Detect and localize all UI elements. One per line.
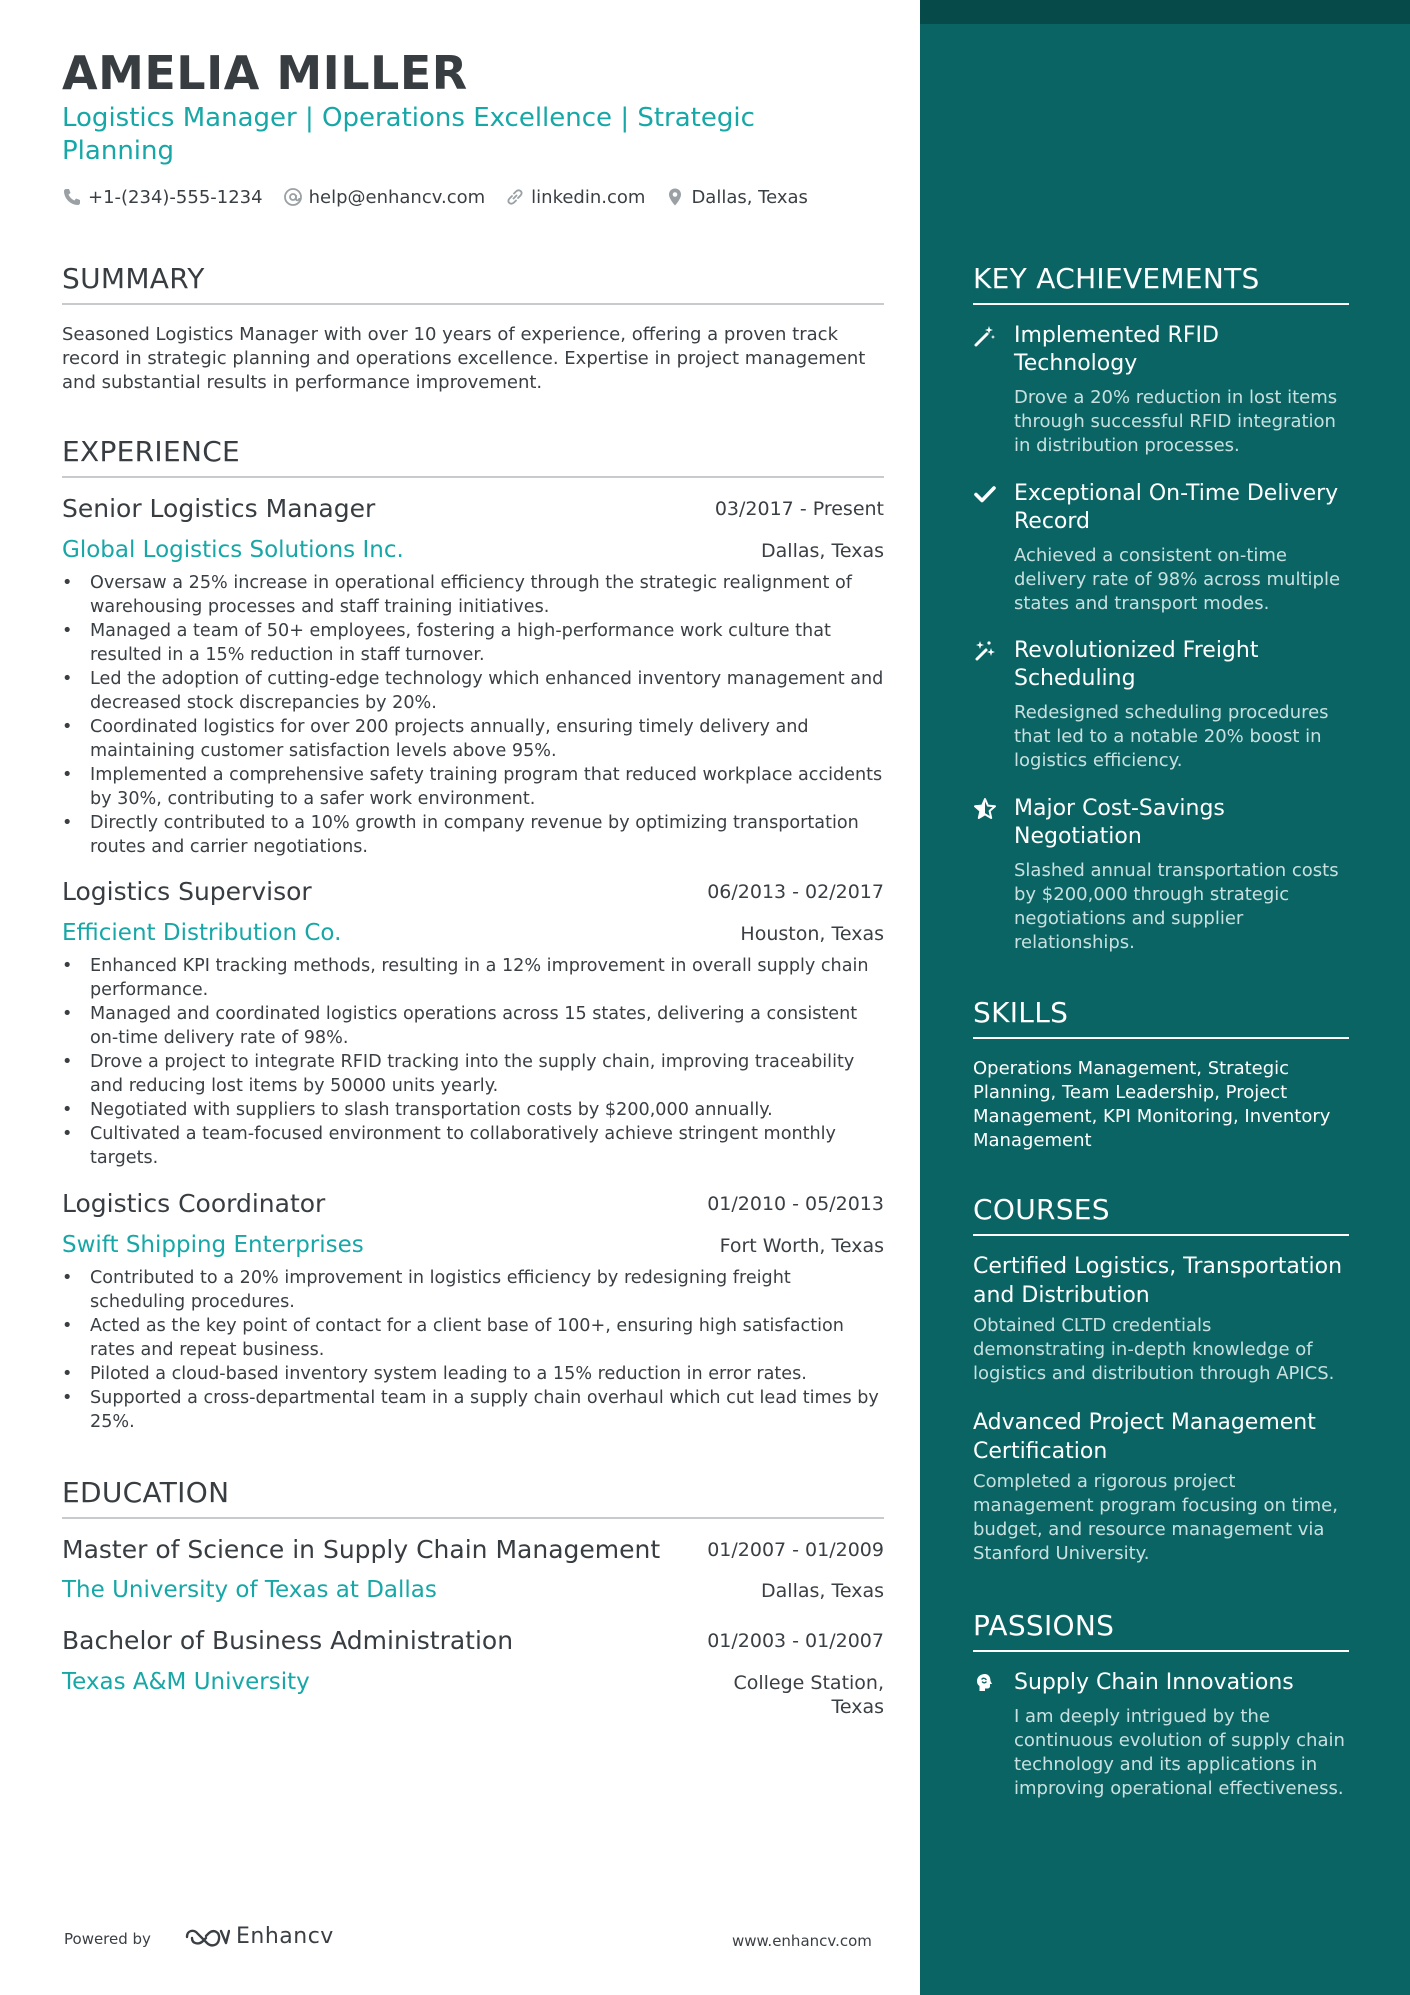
achievement-desc: Slashed annual transportation costs by $200,000 through strategic negotiations and supplier relationships. — [1014, 860, 1339, 953]
powered-by-label: Powered by — [64, 1930, 151, 1948]
list-item: • Managed and coordinated logistics operations across 15 states, delivering a consistent on-time delivery rate of 98%. — [62, 1002, 884, 1050]
list-item: • Acted as the key point of contact for a client base of 100+, ensuring high satisfaction rates and repeat business. — [62, 1314, 884, 1362]
job-company: Global Logistics Solutions Inc. — [62, 537, 404, 563]
degree-title: Bachelor of Business Administration — [62, 1626, 514, 1655]
achievement-title: Revolutionized Freight Scheduling — [1014, 638, 1259, 691]
education-header — [62, 1626, 884, 1656]
job-location: Fort Worth, Texas — [719, 1235, 884, 1257]
job-dates: 06/2013 - 02/2017 — [707, 881, 884, 903]
skills-heading: SKILLS — [973, 996, 1349, 1039]
passion-desc: I am deeply intrigued by the continuous evolution of supply chain technology and its applications in improving operational effectiveness. — [1014, 1706, 1345, 1799]
checkmark-icon — [973, 482, 997, 506]
job-header — [62, 877, 884, 907]
summary-text: Seasoned Logistics Manager with over 10 years of experience, offering a proven track record in strategic planning and operations excellence. Expertise in project management and substantial results in performance improvement. — [62, 324, 866, 393]
list-item: • Managed a team of 50+ employees, fostering a high-performance work culture that resulted in a 15% reduction in staff turnover. — [62, 619, 884, 667]
enhancv-logo[interactable] — [184, 1924, 334, 1949]
skills-text: Operations Management, Strategic Planning, Team Leadership, Project Management, KPI Monitoring, Inventory Management — [973, 1058, 1331, 1151]
course-title: Certified Logistics, Transportation and Distribution — [973, 1254, 1343, 1308]
contact-phone — [62, 187, 263, 208]
job-bullets — [62, 1266, 884, 1434]
passions-heading: PASSIONS — [973, 1609, 1349, 1652]
education-school-row — [62, 1577, 884, 1607]
magic-wand-icon — [973, 324, 997, 348]
job-title: Logistics Coordinator — [62, 1189, 326, 1218]
course-desc: Completed a rigorous project management program focusing on time, budget, and resource management via Stanford University. — [973, 1471, 1338, 1564]
achievement-desc: Redesigned scheduling procedures that led to a notable 20% boost in logistics efficiency. — [1014, 702, 1329, 771]
achievement-item — [973, 480, 1349, 616]
course-item — [973, 1408, 1349, 1566]
list-item: • Implemented a comprehensive safety training program that reduced workplace accidents by 30%, contributing to a safer work environment. — [62, 763, 884, 811]
achievement-item — [973, 322, 1349, 458]
degree-title: Master of Science in Supply Chain Management — [62, 1535, 661, 1564]
list-item: • Piloted a cloud-based inventory system leading to a 15% reduction in error rates. — [62, 1362, 884, 1386]
list-item: • Cultivated a team-focused environment to collaboratively achieve stringent monthly targets. — [62, 1122, 884, 1170]
achievement-desc: Drove a 20% reduction in lost items through successful RFID integration in distribution processes. — [1014, 387, 1338, 456]
list-item: • Contributed to a 20% improvement in logistics efficiency by redesigning freight scheduling procedures. — [62, 1266, 884, 1314]
education-school-row — [62, 1669, 884, 1725]
job-company-row — [62, 1232, 884, 1262]
school-name: Texas A&M University — [62, 1669, 310, 1695]
achievement-item — [973, 637, 1349, 773]
job-title: Senior Logistics Manager — [62, 494, 376, 523]
job-bullets — [62, 954, 884, 1170]
candidate-title: Logistics Manager | Operations Excellence | Strategic Planning — [62, 103, 755, 166]
education-dates: 01/2007 - 01/2009 — [707, 1539, 884, 1561]
enhancv-brand: Enhancv — [236, 1924, 334, 1949]
contact-location — [665, 187, 808, 208]
candidate-name: AMELIA MILLER — [62, 46, 468, 100]
magic-stars-icon — [973, 639, 997, 663]
phone-icon — [62, 187, 82, 207]
school-location: Dallas, Texas — [761, 1580, 884, 1602]
achievement-desc: Achieved a consistent on-time delivery rate of 98% across multiple states and transport modes. — [1014, 545, 1341, 614]
job-dates: 03/2017 - Present — [714, 498, 884, 520]
list-item: • Coordinated logistics for over 200 projects annually, ensuring timely delivery and maintaining customer satisfaction levels above 95%. — [62, 715, 884, 763]
contact-bar — [62, 186, 828, 208]
brain-icon — [973, 1671, 997, 1695]
location-pin-icon — [665, 187, 685, 207]
list-item: • Oversaw a 25% increase in operational efficiency through the strategic realignment of warehousing processes and staff training initiatives. — [62, 571, 884, 619]
summary-heading: SUMMARY — [62, 262, 884, 305]
course-desc: Obtained CLTD credentials demonstrating in-depth knowledge of logistics and distribution through APICS. — [973, 1315, 1335, 1384]
job-bullets — [62, 571, 884, 859]
list-item: • Directly contributed to a 10% growth in company revenue by optimizing transportation routes and carrier negotiations. — [62, 811, 884, 859]
link-icon — [505, 187, 525, 207]
achievement-title: Exceptional On-Time Delivery Record — [1014, 481, 1339, 534]
at-icon — [283, 187, 303, 207]
list-item: • Enhanced KPI tracking methods, resulting in a 12% improvement in overall supply chain performance. — [62, 954, 884, 1002]
school-location: College Station, Texas — [733, 1672, 884, 1718]
job-location: Dallas, Texas — [761, 540, 884, 562]
job-location: Houston, Texas — [740, 923, 884, 945]
phone-text: +1-(234)-555-1234 — [88, 186, 263, 208]
list-item: • Led the adoption of cutting-edge technology which enhanced inventory management and decreased stock discrepancies by 20%. — [62, 667, 884, 715]
course-item — [973, 1252, 1349, 1386]
location-text: Dallas, Texas — [691, 186, 808, 208]
education-header — [62, 1535, 884, 1565]
job-header — [62, 494, 884, 524]
contact-email[interactable] — [283, 187, 486, 208]
courses-heading: COURSES — [973, 1193, 1349, 1236]
experience-heading: EXPERIENCE — [62, 435, 884, 478]
contact-linkedin[interactable] — [505, 187, 645, 208]
footer-url[interactable]: www.enhancv.com — [732, 1932, 872, 1950]
job-dates: 01/2010 - 05/2013 — [707, 1193, 884, 1215]
job-title: Logistics Supervisor — [62, 877, 312, 906]
achievement-title: Implemented RFID Technology — [1014, 323, 1219, 376]
linkedin-text: linkedin.com — [531, 186, 646, 208]
job-company-row — [62, 537, 884, 567]
passion-title: Supply Chain Innovations — [1014, 1670, 1294, 1695]
achievement-title: Major Cost-Savings Negotiation — [1014, 796, 1225, 849]
education-heading: EDUCATION — [62, 1476, 884, 1519]
list-item: • Drove a project to integrate RFID tracking into the supply chain, improving traceability and reducing lost items by 50000 units yearly. — [62, 1050, 884, 1098]
achievements-heading: KEY ACHIEVEMENTS — [973, 262, 1349, 305]
enhancv-logo-icon — [184, 1925, 230, 1949]
course-title: Advanced Project Management Certification — [973, 1410, 1316, 1464]
list-item: • Negotiated with suppliers to slash transportation costs by $200,000 annually. — [62, 1098, 884, 1122]
sidebar-top-band — [920, 0, 1410, 24]
job-company-row — [62, 920, 884, 950]
achievement-item — [973, 795, 1349, 955]
school-name: The University of Texas at Dallas — [62, 1577, 437, 1603]
passion-item — [973, 1669, 1349, 1801]
job-header — [62, 1189, 884, 1219]
education-dates: 01/2003 - 01/2007 — [707, 1630, 884, 1652]
job-company: Swift Shipping Enterprises — [62, 1232, 364, 1258]
job-company: Efficient Distribution Co. — [62, 920, 342, 946]
star-half-icon — [973, 797, 997, 821]
email-text: help@enhancv.com — [308, 186, 486, 208]
list-item: • Supported a cross-departmental team in a supply chain overhaul which cut lead times by 25%. — [62, 1386, 884, 1434]
